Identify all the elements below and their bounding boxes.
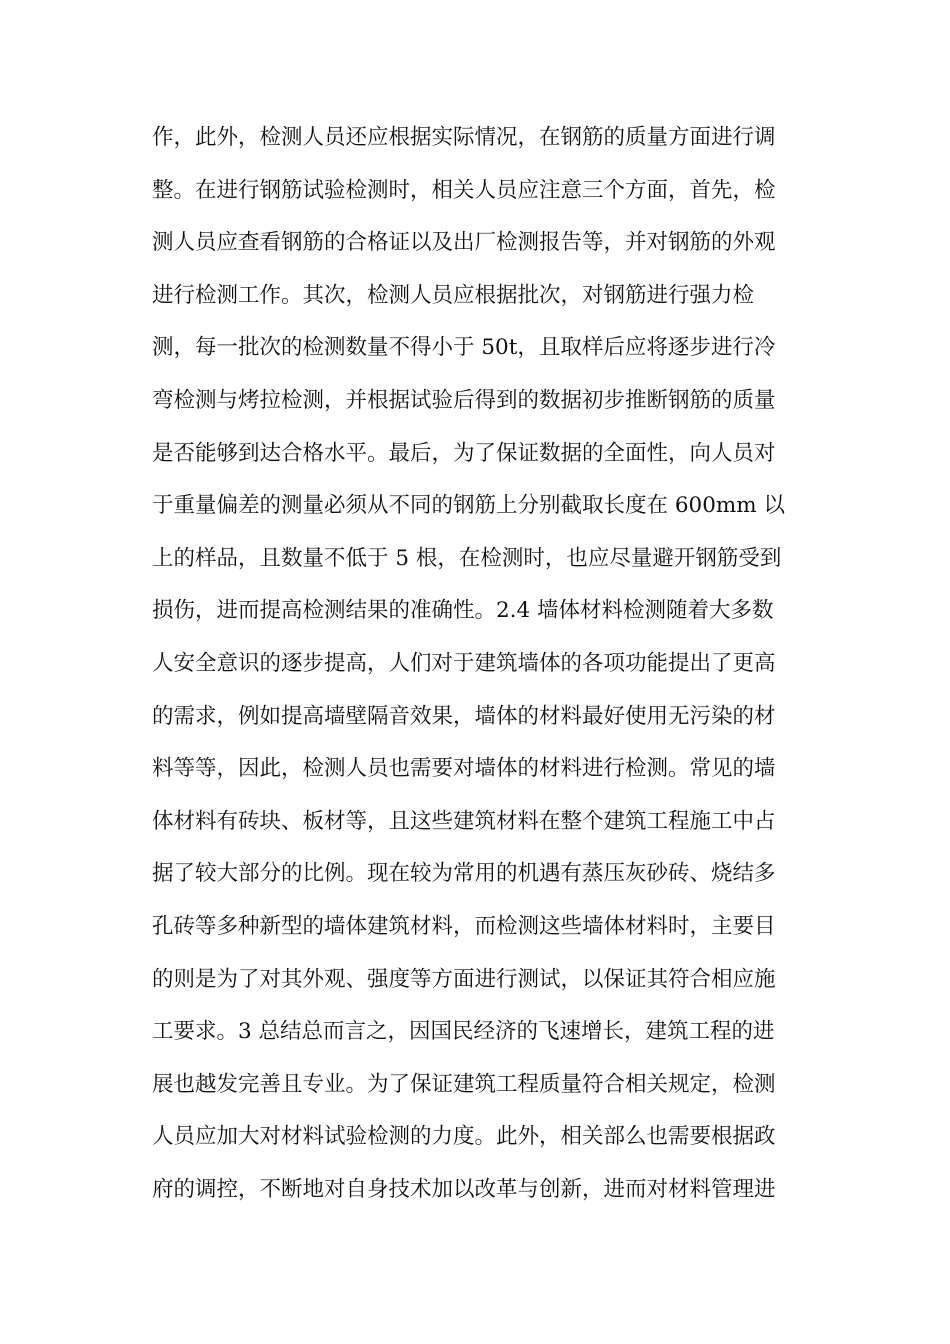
text-line: 整。在进行钢筋试验检测时，相关人员应注意三个方面，首先，检 (152, 177, 776, 203)
text-line: 工要求。3 总结总而言之，因国民经济的飞速增长，建筑工程的进 (152, 1019, 775, 1045)
text-line: 上的样品，且数量不低于 5 根，在检测时，也应尽量避开钢筋受到 (152, 545, 782, 571)
text-line: 是否能够到达合格水平。最后，为了保证数据的全面性，向人员对 (152, 440, 776, 466)
text-line: 展也越发完善且专业。为了保证建筑工程质量符合相关规定，检测 (152, 1071, 776, 1097)
text-line: 的则是为了对其外观、强度等方面进行测试，以保证其符合相应施 (152, 966, 776, 992)
text-line: 测人员应查看钢筋的合格证以及出厂检测报告等，并对钢筋的外观 (152, 230, 776, 256)
text-line: 损伤，进而提高检测结果的准确性。2.4 墙体材料检测随着大多数 (152, 598, 774, 624)
text-line: 体材料有砖块、板材等，且这些建筑材料在整个建筑工程施工中占 (152, 808, 776, 834)
text-line: 弯检测与烤拉检测，并根据试验后得到的数据初步推断钢筋的质量 (152, 387, 776, 413)
text-line: 据了较大部分的比例。现在较为常用的机遇有蒸压灰砂砖、烧结多 (152, 861, 776, 887)
text-line: 府的调控，不断地对自身技术加以改革与创新，进而对材料管理进 (152, 1176, 776, 1202)
text-line: 进行检测工作。其次，检测人员应根据批次，对钢筋进行强力检 (152, 282, 755, 308)
text-line: 测，每一批次的检测数量不得小于 50t，且取样后应将逐步进行冷 (152, 335, 776, 361)
text-line: 孔砖等多种新型的墙体建筑材料，而检测这些墙体材料时，主要目 (152, 913, 776, 939)
text-line: 的需求，例如提高墙壁隔音效果，墙体的材料最好使用无污染的材 (152, 703, 776, 729)
text-line: 料等等，因此，检测人员也需要对墙体的材料进行检测。常见的墙 (152, 756, 776, 782)
body-text (152, 118, 812, 1222)
text-line: 于重量偏差的测量必须从不同的钢筋上分别截取长度在 600mm 以 (152, 493, 785, 519)
text-line: 人员应加大对材料试验检测的力度。此外，相关部么也需要根据政 (152, 1124, 776, 1150)
text-line: 作，此外，检测人员还应根据实际情况，在钢筋的质量方面进行调 (152, 125, 776, 150)
text-line: 人安全意识的逐步提高，人们对于建筑墙体的各项功能提出了更高 (152, 650, 776, 676)
